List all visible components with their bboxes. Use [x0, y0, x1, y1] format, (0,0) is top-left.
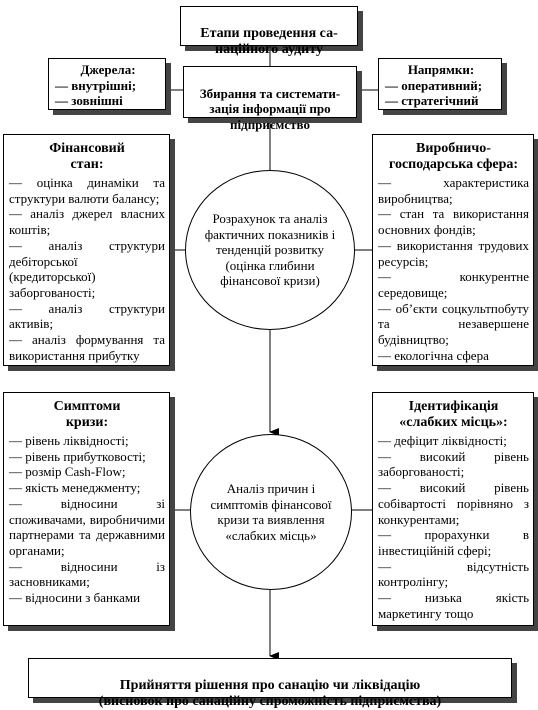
- crisis-symptoms-title: Симптоми кризи:: [53, 399, 121, 430]
- crisis-symptoms-list: [9, 433, 165, 606]
- crisis-symptoms-box: [3, 392, 170, 626]
- production-sphere-title: Виробничо- господарська сфера:: [388, 141, 519, 172]
- symptom-item: — відносини з банками: [9, 590, 165, 606]
- symptom-item: — рівень ліквідності;: [9, 433, 165, 449]
- weak-point-item: — відсутність контролінгу;: [378, 559, 529, 590]
- collection-box: [183, 66, 357, 132]
- analysis-circle-1: [185, 170, 355, 330]
- symptom-item: — відносини із засновниками;: [9, 559, 165, 590]
- production-item: — використання трудових ресурсів;: [378, 238, 529, 269]
- analysis-circle-2-text: Аналіз причин і симптомів фінансової кризи та виявлення «слабких місць»: [210, 481, 332, 543]
- symptom-item: — якість менеджменту;: [9, 480, 165, 496]
- sources-item-internal: — внутрішні;: [55, 77, 137, 93]
- weak-point-item: — прорахунки в інвестиційній сфері;: [378, 527, 529, 558]
- financial-state-box: [3, 134, 170, 366]
- decision-box: [28, 658, 512, 709]
- analysis-circle-2: [190, 434, 352, 590]
- weak-points-title: Ідентифікація «слабких місць»:: [399, 399, 508, 430]
- production-item: — стан та використання основних фондів;: [378, 206, 529, 237]
- sources-item-external: — зовнішні: [55, 93, 123, 108]
- financial-item: — аналіз формування та використання прибутку: [9, 332, 165, 363]
- financial-state-title: Фінансовий стан:: [49, 141, 125, 172]
- weak-point-item: — дефіцит ліквідності;: [378, 433, 529, 449]
- symptom-item: — рівень прибутковості;: [9, 449, 165, 465]
- weak-point-item: — низька якість маркетингу тощо: [378, 590, 529, 621]
- directions-item-strategic: — стратегічний: [385, 93, 479, 108]
- financial-item: — аналіз структури дебіторської (кредиторської) заборгованості;: [9, 238, 165, 301]
- decision-text: Прийняття рішення про санацію чи ліквідацію (висновок про санаційну спроможність підприємства): [98, 678, 442, 709]
- sources-title: Джерела:: [80, 62, 136, 77]
- weak-point-item: — високий рівень заборгованості;: [378, 449, 529, 480]
- analysis-circle-1-text: Розрахунок та аналіз фактичних показників і тенденцій розвитку (оцінка глибини фінансової кризи): [204, 211, 336, 289]
- production-item: — екологічна сфера: [378, 348, 529, 364]
- audit-stages-title: Етапи проведення са- наційного аудиту: [200, 26, 338, 57]
- financial-item: — аналіз джерел власних коштів;: [9, 206, 165, 237]
- production-sphere-list: [378, 175, 529, 363]
- collection-text: Збирання та системати- зація інформації про підприємство: [199, 85, 341, 132]
- weak-point-item: — високий рівень собівартості порівняно з конкурентами;: [378, 480, 529, 527]
- production-item: — об’єкти соцкультпобуту та незавершене будівництво;: [378, 301, 529, 348]
- audit-stages-title-box: [180, 6, 358, 57]
- sources-box: [48, 58, 166, 110]
- weak-points-list: [378, 433, 529, 621]
- directions-title: Напрямки:: [407, 62, 475, 77]
- directions-box: [378, 58, 502, 110]
- financial-state-list: [9, 175, 165, 363]
- production-item: — характеристика виробництва;: [378, 175, 529, 206]
- directions-item-operative: — оперативний;: [385, 77, 483, 93]
- symptom-item: — відносини зі споживачами, виробничими партнерами та державними органами;: [9, 496, 165, 559]
- financial-item: — оцінка динаміки та структури валюти балансу;: [9, 175, 165, 206]
- weak-points-box: [372, 392, 534, 626]
- production-item: — конкурентне середовище;: [378, 269, 529, 300]
- production-sphere-box: [372, 134, 534, 366]
- financial-item: — аналіз структури активів;: [9, 301, 165, 332]
- symptom-item: — розмір Cash-Flow;: [9, 464, 165, 480]
